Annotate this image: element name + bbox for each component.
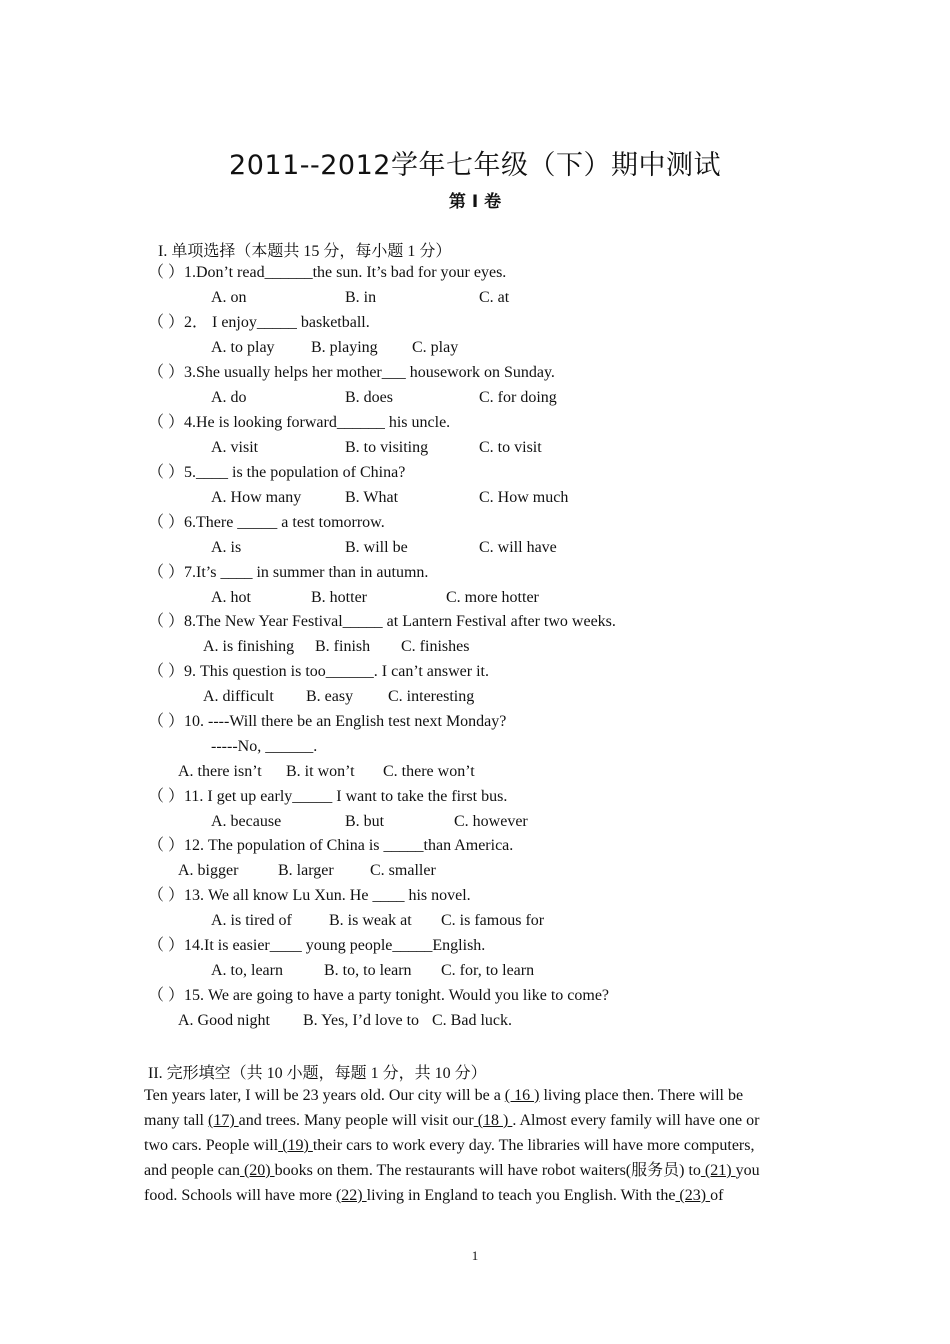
answer-option: B. larger [278,862,334,879]
question-stem: （ ）3.She usually helps her mother___ housework on Sunday. [148,364,555,381]
cloze-line [144,1136,806,1156]
cloze-blank: (23) [675,1187,711,1204]
answer-option: B. easy [306,688,354,705]
answer-option: B. does [345,389,393,406]
answer-option: A. to play [211,339,275,356]
question-stem: （ ）4.He is looking forward______ his uncle. [148,414,451,431]
answer-option: A. difficult [203,688,274,705]
cloze-text: Ten years later, I will be 23 years old. Our city will be a [144,1087,505,1104]
question-stem-continuation: -----No, ______. [211,738,318,755]
answer-option: A. to, learn [211,962,283,979]
answer-option: B. in [345,289,377,306]
cloze-text: . Almost every family will have one or [512,1112,760,1129]
cloze-text: and trees. Many people will visit our [238,1112,474,1129]
page-number: 1 [471,1248,479,1263]
answer-option: A. is finishing [203,638,295,655]
cloze-blank: (21) [700,1162,736,1179]
answer-option: C. play [412,339,459,356]
question-stem: （ ）2． I enjoy_____ basketball. [148,314,370,331]
answer-option: C. for, to learn [441,962,535,979]
answer-option: A. visit [211,439,259,456]
cloze-text: food. Schools will have more [144,1187,336,1204]
answer-option: C. interesting [388,688,475,705]
answer-option: A. on [211,289,247,306]
answer-option: B. it won’t [286,763,355,780]
cloze-text: many tall [144,1112,208,1129]
answer-option: A. is [211,539,242,556]
page-subtitle: 第 I 卷 [448,192,502,212]
question-stem: （ ）9. This question is too______. I can’t answer it. [148,663,490,680]
answer-option: B. playing [311,339,378,356]
question-stem: （ ）11. I get up early_____ I want to take the first bus. [148,788,508,805]
answer-option: B. What [345,489,399,506]
cloze-text: books on them. The restaurants will have robot waiters(服务员) to [274,1162,701,1179]
answer-option: B. to, to learn [324,962,412,979]
cloze-text: and people can [144,1162,240,1179]
answer-option: A. because [211,813,282,830]
answer-option: C. for doing [479,389,557,406]
answer-option: C. smaller [370,862,436,879]
cloze-text: their cars to work every day. The libraries will have more computers, [312,1137,755,1154]
cloze-blank: (20) [239,1162,275,1179]
answer-option: B. finish [315,638,371,655]
answer-option: B. will be [345,539,408,556]
question-stem: （ ）14.It is easier____ young people_____English. [148,937,486,954]
cloze-blank: ( 16 ) [504,1087,540,1104]
answer-option: A. do [211,389,247,406]
question-stem: （ ）10. ----Will there be an English test next Monday? [148,713,507,730]
answer-option: B. hotter [311,589,367,606]
cloze-line [144,1086,806,1106]
answer-option: C. to visit [479,439,542,456]
answer-option: B. to visiting [345,439,429,456]
cloze-blank: (17) [207,1112,239,1129]
question-stem: （ ）1.Don’t read______the sun. It’s bad for your eyes. [148,264,507,281]
answer-option: C. more hotter [446,589,539,606]
cloze-line [144,1161,806,1181]
answer-option: C. however [454,813,528,830]
page-title: 2011--2012学年七年级（下）期中测试 [229,150,721,181]
cloze-blank: (22) [335,1187,367,1204]
cloze-text: living place then. There will be [539,1087,744,1104]
answer-option: C. there won’t [383,763,475,780]
answer-option: A. bigger [178,862,239,879]
question-stem: （ ）8.The New Year Festival_____ at Lantern Festival after two weeks. [148,613,616,630]
answer-option: C. finishes [401,638,470,655]
question-stem: （ ）15. We are going to have a party tonight. Would you like to come? [148,987,610,1004]
answer-option: C. How much [479,489,569,506]
question-stem: （ ）12. The population of China is _____than America. [148,837,514,854]
cloze-line [144,1186,806,1206]
answer-option: A. Good night [178,1012,270,1029]
answer-option: C. will have [479,539,557,556]
cloze-blank: (19) [278,1137,313,1154]
cloze-line [144,1111,806,1131]
question-stem: （ ）5.____ is the population of China? [148,464,406,481]
answer-option: A. is tired of [211,912,292,929]
answer-option: B. Yes, I’d love to [303,1012,420,1029]
cloze-text: living in England to teach you English. With the [366,1187,676,1204]
cloze-blank: (18 ) [473,1112,513,1129]
question-stem: （ ）7.It’s ____ in summer than in autumn. [148,564,429,581]
answer-option: A. How many [211,489,302,506]
answer-option: C. Bad luck. [432,1012,512,1029]
question-stem: （ ）13. We all know Lu Xun. He ____ his novel. [148,887,471,904]
answer-option: C. at [479,289,510,306]
cloze-text: two cars. People will [144,1137,279,1154]
cloze-text: of [710,1187,724,1204]
section2-heading: II. 完形填空（共 10 小题，每题 1 分，共 10 分） [148,1065,487,1082]
cloze-text: you [735,1162,760,1179]
section1-heading: I. 单项选择（本题共 15 分，每小题 1 分） [158,243,452,260]
answer-option: C. is famous for [441,912,545,929]
answer-option: A. there isn’t [178,763,262,780]
answer-option: B. but [345,813,385,830]
question-stem: （ ）6.There _____ a test tomorrow. [148,514,385,531]
answer-option: A. hot [211,589,251,606]
answer-option: B. is weak at [329,912,412,929]
